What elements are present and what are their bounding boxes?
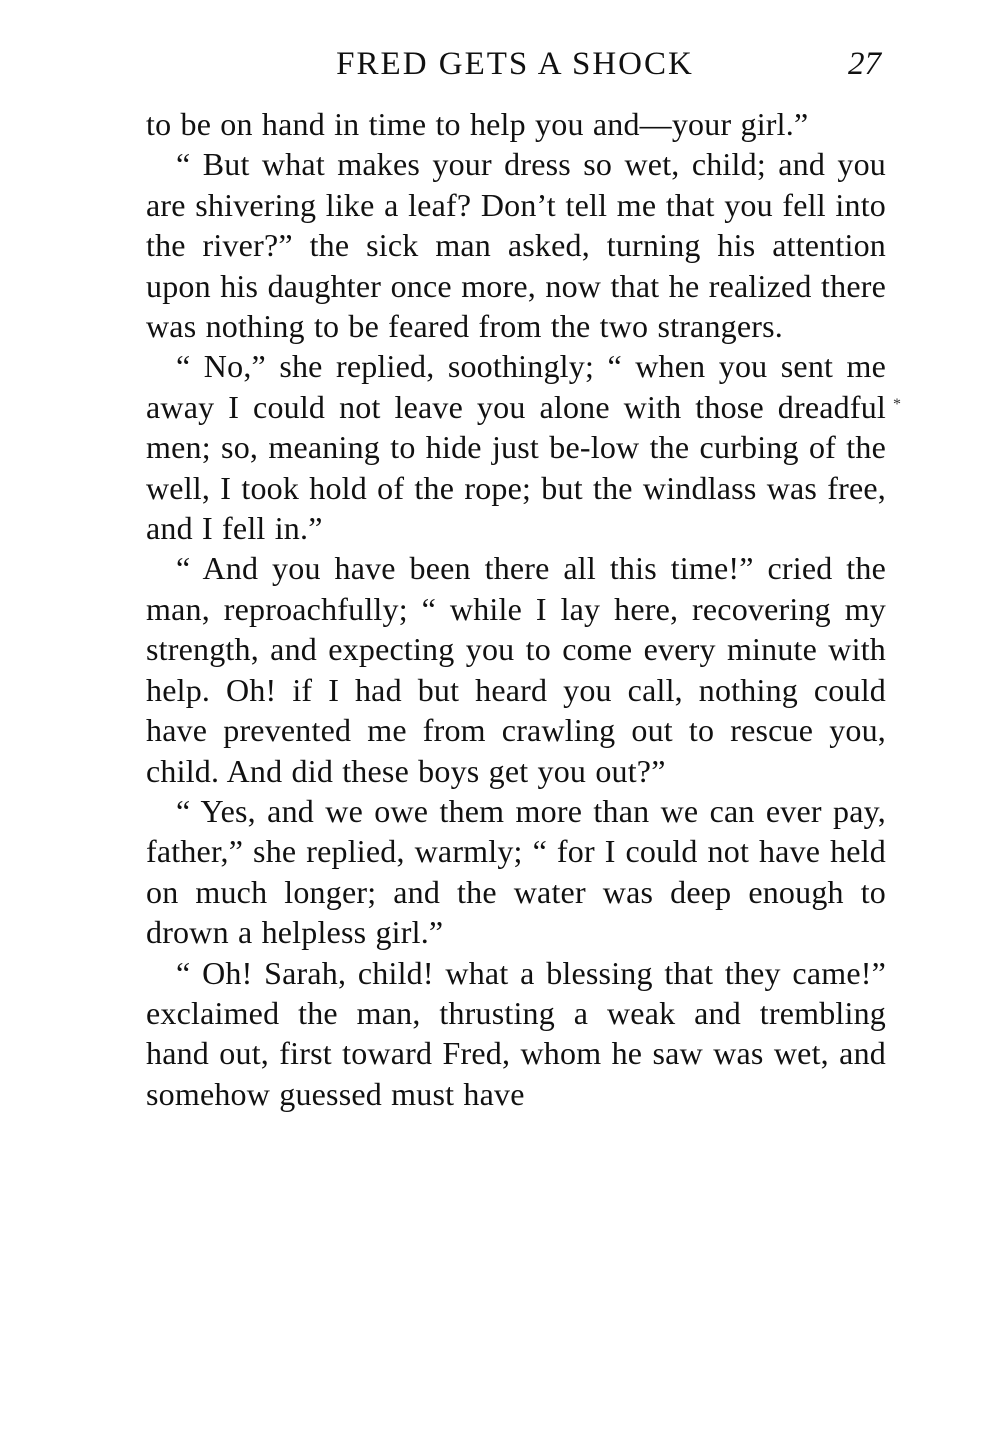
margin-mark: * <box>893 396 901 413</box>
paragraph: “ No,” she replied, soothingly; “ when you sent me away I could not leave you alone with those dreadful men; so, meaning to hide just be-low the curbing of the well, I took hold of the rope; but the windlass was free, and I fell in.” <box>146 348 886 547</box>
running-head <box>145 40 885 88</box>
body-text <box>146 104 886 1114</box>
running-title: FRED GETS A SHOCK <box>336 46 694 82</box>
paragraph: “ Yes, and we owe them more than we can ever pay, father,” she replied, warmly; “ for I could not have held on much longer; and the water was deep enough to drown a helpless girl.” <box>146 792 886 951</box>
paragraph: “ And you have been there all this time!” cried the man, reproachfully; “ while I lay here, recovering my strength, and expecting you to come every minute with help. Oh! if I had but heard you call, nothing could have prevented me from crawling out to rescue you, child. And did these boys get you out?” <box>146 550 886 789</box>
paragraph: “ Oh! Sarah, child! what a blessing that they came!” exclaimed the man, thrusting a weak and trembling hand out, first toward Fred, whom he saw was wet, and somehow guessed must have <box>146 954 886 1112</box>
page-number: 27 <box>848 46 881 82</box>
paragraph: “ But what makes your dress so wet, child; and you are shivering like a leaf? Don’t tell me that you fell into the river?” the sick man asked, turning his attention upon his daughter once more, now that he realized there was nothing to be feared from the two strangers. <box>146 146 886 345</box>
paragraph: to be on hand in time to help you and—your girl.” <box>146 106 809 142</box>
